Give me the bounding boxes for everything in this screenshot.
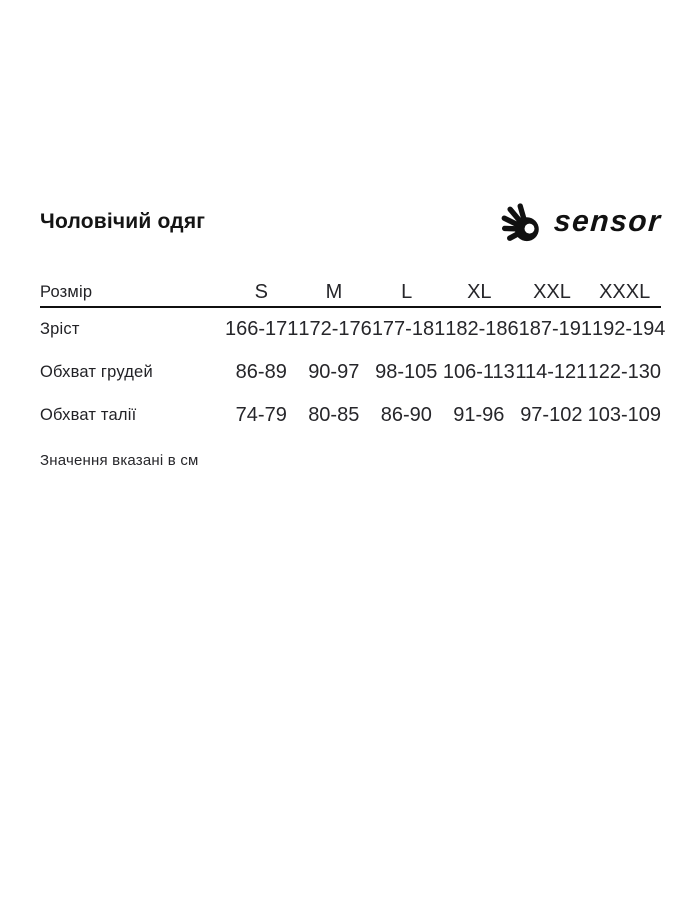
table-cell: 97-102 xyxy=(520,404,583,426)
table-row-waist xyxy=(40,394,661,437)
column-header-xxl: XXL xyxy=(533,280,571,303)
sensor-hand-icon xyxy=(501,199,545,246)
table-cell: 187-191 xyxy=(518,318,593,340)
table-cell: 103-109 xyxy=(587,404,661,426)
table-row-chest xyxy=(40,351,661,394)
row-label: Зріст xyxy=(40,320,80,338)
size-table xyxy=(40,278,666,437)
column-header-xl: XL xyxy=(467,280,492,303)
column-header-s: S xyxy=(254,280,268,303)
brand-logo xyxy=(501,199,661,246)
column-header-l: L xyxy=(401,280,413,303)
table-cell: 90-97 xyxy=(308,361,360,383)
table-cell: 106-113 xyxy=(442,361,515,383)
column-header-xxxl: XXXL xyxy=(599,280,651,303)
row-label: Обхват талії xyxy=(40,406,137,424)
table-cell: 74-79 xyxy=(235,404,287,426)
table-cell: 86-90 xyxy=(380,404,432,426)
column-header-m: M xyxy=(325,280,343,303)
table-cell: 122-130 xyxy=(587,361,661,383)
table-cell: 182-186 xyxy=(445,318,519,340)
brand-wordmark: sensor xyxy=(552,205,663,238)
table-cell: 91-96 xyxy=(453,404,505,426)
column-header-size: Розмір xyxy=(40,282,93,301)
table-row-height xyxy=(40,308,666,351)
header xyxy=(40,199,661,245)
table-cell: 172-176 xyxy=(298,318,372,340)
table-cell: 80-85 xyxy=(308,404,360,426)
size-chart-page xyxy=(0,199,700,899)
row-label: Обхват грудей xyxy=(40,363,153,381)
units-note: Значення вказані в см xyxy=(40,452,199,469)
page-title: Чоловічий одяг xyxy=(40,210,206,233)
table-cell: 114-121 xyxy=(515,361,588,383)
table-header-row xyxy=(40,278,661,308)
table-cell: 177-181 xyxy=(371,318,446,340)
table-cell: 98-105 xyxy=(375,361,438,383)
table-cell: 166-171 xyxy=(225,318,299,340)
table-cell: 86-89 xyxy=(235,361,287,383)
table-cell: 192-194 xyxy=(592,318,666,340)
